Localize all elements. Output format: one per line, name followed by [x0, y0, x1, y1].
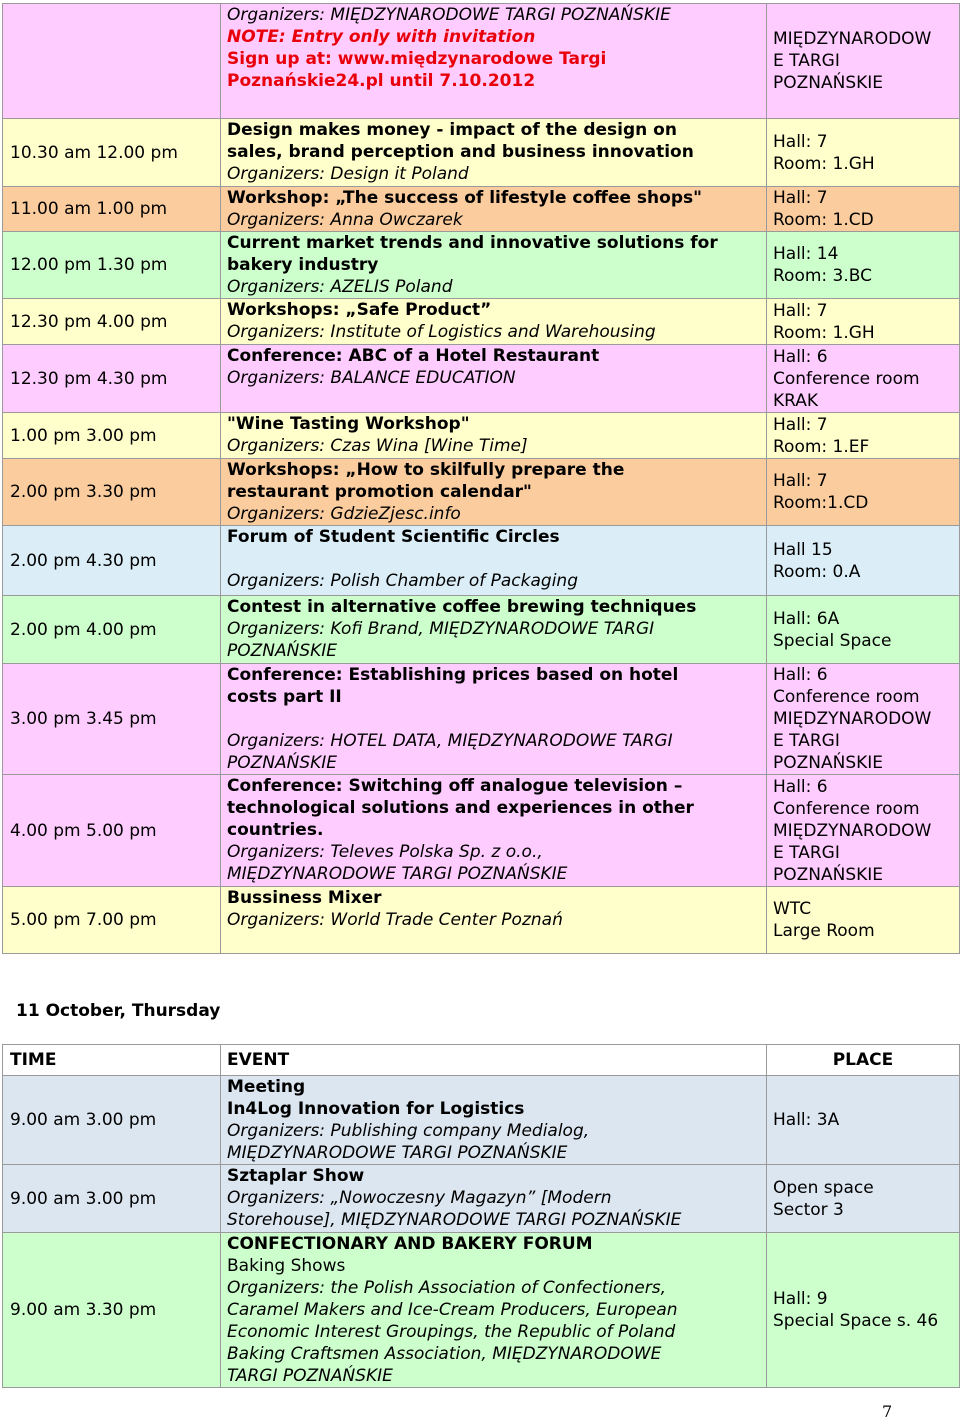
place-line: E TARGI	[773, 51, 840, 71]
event-cell	[221, 4, 767, 119]
place-line: MIĘDZYNARODOW	[773, 709, 932, 729]
event-line: In4Log Innovation for Logistics	[227, 1099, 525, 1119]
place-line: Room: 1.GH	[773, 322, 875, 343]
event-line: Meeting	[227, 1077, 306, 1097]
event-line	[227, 548, 760, 570]
event-cell	[221, 526, 767, 596]
event-line: Storehouse], MIĘDZYNARODOWE TARGI POZNAŃSKIE	[227, 1210, 682, 1230]
event-cell	[221, 775, 767, 887]
table-header-row	[3, 1045, 960, 1076]
table-row	[3, 232, 960, 299]
place-line: Conference room	[773, 368, 920, 389]
day-title: 11 October, Thursday	[16, 1001, 221, 1021]
event-line: "Wine Tasting Workshop"	[227, 414, 470, 434]
event-line: Contest in alternative coffee brewing techniques	[227, 597, 697, 617]
place-line: Conference room	[773, 687, 920, 707]
event-line: NOTE: Entry only with invitation	[227, 27, 536, 47]
event-line: Organizers: the Polish Association of Confectioners,	[227, 1278, 666, 1298]
time-cell: 12.30 pm 4.30 pm	[3, 345, 221, 413]
place-line: Hall: 6	[773, 346, 828, 367]
place-line: Room: 0.A	[773, 561, 861, 582]
place-line: Room: 1.EF	[773, 436, 870, 457]
time-cell: 9.00 am 3.00 pm	[3, 1165, 221, 1233]
event-line: Forum of Student Scientific Circles	[227, 527, 560, 547]
event-cell	[221, 459, 767, 526]
table-row	[3, 459, 960, 526]
event-line: CONFECTIONARY AND BAKERY FORUM	[227, 1234, 593, 1254]
place-cell	[767, 1076, 960, 1165]
schedule-table-day2-body	[3, 1045, 960, 1388]
event-cell	[221, 887, 767, 954]
place-cell	[767, 1233, 960, 1388]
event-line: costs part II	[227, 687, 342, 707]
event-cell	[221, 187, 767, 232]
event-line: Organizers: Polish Chamber of Packaging	[227, 571, 578, 591]
schedule-table-day2	[2, 1044, 960, 1388]
event-line: MIĘDZYNARODOWE TARGI POZNAŃSKIE	[227, 1143, 568, 1163]
place-line: Hall: 14	[773, 244, 839, 264]
event-line: technological solutions and experiences in other	[227, 798, 694, 818]
place-line: Hall: 7	[773, 471, 828, 491]
event-line: Organizers: „Nowoczesny Magazyn” [Modern	[227, 1188, 612, 1208]
place-line: Hall: 6A	[773, 608, 840, 629]
event-cell	[221, 1076, 767, 1165]
event-line: Economic Interest Groupings, the Republic of Poland	[227, 1322, 676, 1342]
event-line: Organizers: GdzieZjesc.info	[227, 504, 461, 524]
event-line: restaurant promotion calendar"	[227, 482, 532, 502]
place-cell	[767, 345, 960, 413]
place-line: KRAK	[773, 390, 819, 411]
table-row	[3, 526, 960, 596]
place-line: Hall: 9	[773, 1289, 828, 1309]
place-cell	[767, 459, 960, 526]
place-line: Room: 3.BC	[773, 266, 872, 286]
event-line: MIĘDZYNARODOWE TARGI POZNAŃSKIE	[227, 864, 568, 884]
event-line: TARGI POZNAŃSKIE	[227, 1366, 393, 1386]
event-cell	[221, 664, 767, 775]
event-line: bakery industry	[227, 255, 379, 275]
event-cell	[221, 299, 767, 345]
event-line: Sign up at: www.międzynarodowe Targi	[227, 49, 607, 69]
header-time: TIME	[3, 1045, 221, 1076]
event-cell	[221, 596, 767, 664]
place-line: Large Room	[773, 921, 875, 941]
event-line: Organizers: Anna Owczarek	[227, 210, 463, 230]
place-line: MIĘDZYNARODOW	[773, 29, 932, 49]
event-cell	[221, 413, 767, 459]
header-event: EVENT	[221, 1045, 767, 1076]
event-line: Poznańskie24.pl until 7.10.2012	[227, 71, 536, 91]
event-line: Baking Shows	[227, 1256, 346, 1276]
place-line: Hall: 7	[773, 300, 828, 321]
event-line: Workshops: „How to skilfully prepare the	[227, 460, 625, 480]
place-cell	[767, 187, 960, 232]
table-row	[3, 775, 960, 887]
time-cell: 2.00 pm 3.30 pm	[3, 459, 221, 526]
time-cell: 1.00 pm 3.00 pm	[3, 413, 221, 459]
table-row	[3, 413, 960, 459]
event-line: Conference: Switching off analogue television –	[227, 776, 683, 796]
place-line: Conference room	[773, 798, 920, 819]
event-line: Organizers: Czas Wina [Wine Time]	[227, 436, 528, 456]
time-cell	[3, 4, 221, 119]
place-line: E TARGI	[773, 731, 840, 751]
event-line: Organizers: Institute of Logistics and Warehousing	[227, 322, 656, 342]
place-cell	[767, 299, 960, 345]
page-number: 7	[882, 1402, 893, 1421]
event-line: Caramel Makers and Ice-Cream Producers, European	[227, 1300, 678, 1320]
event-line: Organizers: Televes Polska Sp. z o.o.,	[227, 842, 543, 862]
time-cell: 10.30 am 12.00 pm	[3, 119, 221, 187]
event-line: Organizers: Publishing company Medialog,	[227, 1121, 590, 1141]
event-cell	[221, 1165, 767, 1233]
time-cell: 3.00 pm 3.45 pm	[3, 664, 221, 775]
place-line: E TARGI	[773, 842, 840, 863]
place-line: POZNAŃSKIE	[773, 73, 884, 93]
place-cell	[767, 596, 960, 664]
table-row	[3, 1233, 960, 1388]
table-row	[3, 299, 960, 345]
table-row	[3, 664, 960, 775]
place-cell	[767, 232, 960, 299]
time-cell: 9.00 am 3.30 pm	[3, 1233, 221, 1388]
event-line: sales, brand perception and business innovation	[227, 142, 694, 162]
place-line: Room: 1.GH	[773, 153, 875, 174]
event-line: Sztaplar Show	[227, 1166, 365, 1186]
place-line: Hall: 7	[773, 131, 828, 152]
event-cell	[221, 119, 767, 187]
table-row	[3, 887, 960, 954]
time-cell: 4.00 pm 5.00 pm	[3, 775, 221, 887]
place-cell	[767, 775, 960, 887]
event-line: Conference: Establishing prices based on hotel	[227, 665, 679, 685]
event-line: Current market trends and innovative solutions for	[227, 233, 718, 253]
event-cell	[221, 345, 767, 413]
table-row	[3, 1076, 960, 1165]
event-line: Organizers: BALANCE EDUCATION	[227, 368, 516, 388]
place-line: Room: 1.CD	[773, 210, 874, 230]
place-line: Special Space s. 46	[773, 1311, 939, 1331]
event-line: Organizers: Kofi Brand, MIĘDZYNARODOWE TARGI	[227, 619, 655, 639]
place-line: Hall: 7	[773, 414, 828, 435]
event-line: Conference: ABC of a Hotel Restaurant	[227, 346, 600, 366]
schedule-table-day1-body	[3, 4, 960, 954]
time-cell: 2.00 pm 4.30 pm	[3, 526, 221, 596]
place-line: POZNAŃSKIE	[773, 753, 884, 773]
event-line	[227, 708, 760, 730]
table-row	[3, 119, 960, 187]
event-line: countries.	[227, 820, 324, 840]
time-cell: 5.00 pm 7.00 pm	[3, 887, 221, 954]
place-line: Hall 15	[773, 539, 833, 560]
time-cell: 12.30 pm 4.00 pm	[3, 299, 221, 345]
schedule-table-day1	[2, 3, 960, 954]
event-line: Workshop: „The success of lifestyle coffee shops"	[227, 188, 702, 208]
place-cell	[767, 664, 960, 775]
event-line: Organizers: World Trade Center Poznań	[227, 910, 563, 930]
time-cell: 2.00 pm 4.00 pm	[3, 596, 221, 664]
place-line: Open space	[773, 1177, 874, 1198]
event-cell	[221, 1233, 767, 1388]
place-line: Hall: 7	[773, 188, 828, 208]
event-line: Baking Craftsmen Association, MIĘDZYNARODOWE	[227, 1344, 662, 1364]
place-cell	[767, 119, 960, 187]
event-line: Organizers: MIĘDZYNARODOWE TARGI POZNAŃSKIE	[227, 5, 671, 25]
time-cell: 9.00 am 3.00 pm	[3, 1076, 221, 1165]
time-cell: 12.00 pm 1.30 pm	[3, 232, 221, 299]
table-row	[3, 4, 960, 119]
place-cell	[767, 413, 960, 459]
place-cell	[767, 887, 960, 954]
place-line: Hall: 6	[773, 665, 828, 685]
event-line: Organizers: Design it Poland	[227, 164, 469, 184]
place-line: Hall: 3A	[773, 1110, 840, 1130]
place-line: WTC	[773, 899, 812, 919]
event-line: Organizers: HOTEL DATA, MIĘDZYNARODOWE TARGI	[227, 731, 673, 751]
header-place: PLACE	[767, 1045, 960, 1076]
place-cell	[767, 4, 960, 119]
event-line: Bussiness Mixer	[227, 888, 382, 908]
place-line: Hall: 6	[773, 776, 828, 797]
place-line: Sector 3	[773, 1199, 844, 1220]
event-line: Workshops: „Safe Product”	[227, 300, 492, 320]
event-line: POZNAŃSKIE	[227, 753, 338, 773]
place-line: MIĘDZYNARODOW	[773, 820, 932, 841]
event-line: Organizers: AZELIS Poland	[227, 277, 453, 297]
table-row	[3, 187, 960, 232]
event-cell	[221, 232, 767, 299]
event-line: POZNAŃSKIE	[227, 641, 338, 661]
table-row	[3, 345, 960, 413]
event-line: Design makes money - impact of the design on	[227, 120, 677, 140]
place-line: POZNAŃSKIE	[773, 864, 884, 885]
place-cell	[767, 526, 960, 596]
place-cell	[767, 1165, 960, 1233]
time-cell: 11.00 am 1.00 pm	[3, 187, 221, 232]
table-row	[3, 1165, 960, 1233]
place-line: Room:1.CD	[773, 493, 869, 513]
place-line: Special Space	[773, 630, 892, 651]
table-row	[3, 596, 960, 664]
